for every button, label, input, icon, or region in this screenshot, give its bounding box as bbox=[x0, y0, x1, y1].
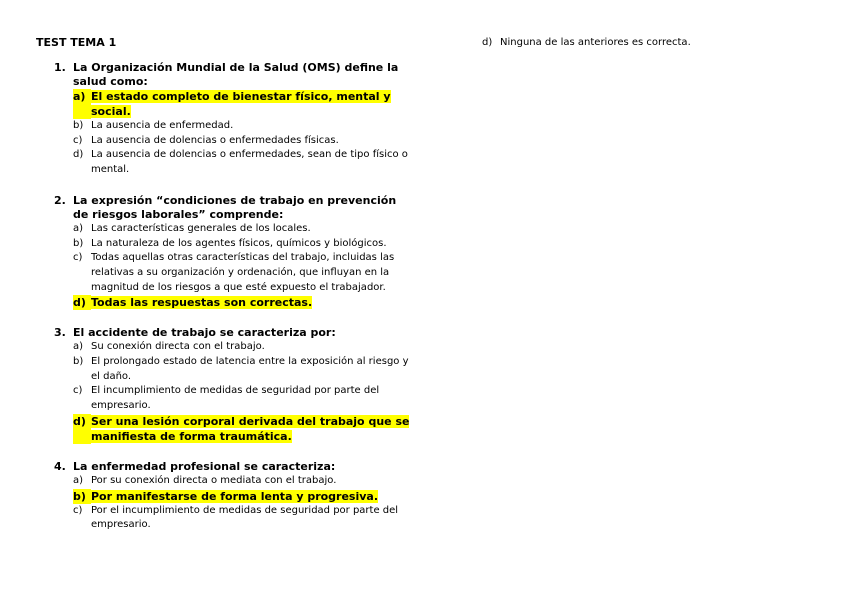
question-number: 4. bbox=[54, 459, 66, 473]
option-letter: b) bbox=[73, 237, 84, 249]
option-letter: a) bbox=[73, 222, 84, 234]
answer-option-b bbox=[73, 119, 414, 134]
option-letter: d) bbox=[73, 295, 91, 310]
question-number: 3. bbox=[54, 326, 66, 340]
option-text: Por el incumplimiento de medidas de seguridad por parte del empresario. bbox=[91, 504, 399, 531]
option-text: El estado completo de bienestar físico, mental y social. bbox=[91, 90, 391, 118]
answer-option-a bbox=[73, 89, 414, 119]
question-4 bbox=[54, 460, 414, 533]
question-number: 1. bbox=[54, 61, 66, 74]
option-text: Todas las respuestas son correctas. bbox=[91, 296, 313, 310]
option-letter: c) bbox=[73, 252, 83, 264]
page-title: TEST TEMA 1 bbox=[36, 36, 117, 49]
answer-option-c bbox=[73, 134, 414, 149]
option-text: La ausencia de dolencias o enfermedades físicas. bbox=[91, 134, 339, 146]
option-text: Las características generales de los locales. bbox=[91, 222, 311, 234]
option-text: Por manifestarse de forma lenta y progresiva. bbox=[91, 489, 379, 503]
option-text: La naturaleza de los agentes físicos, químicos y biológicos. bbox=[91, 237, 387, 249]
option-letter: d) bbox=[73, 149, 84, 161]
question-list bbox=[54, 61, 414, 549]
option-letter: d) bbox=[482, 37, 493, 48]
option-text: Ninguna de las anteriores es correcta. bbox=[500, 37, 691, 48]
option-text: El incumplimiento de medidas de seguridad por parte del empresario. bbox=[91, 385, 380, 412]
option-text: Todas aquellas otras características del trabajo, incluidas las relativas a su organización y ordenación, que influyan en la magnitud de los riesgos a que esté expuesto el trabajador. bbox=[91, 252, 395, 293]
answer-option-b bbox=[73, 489, 414, 504]
option-letter: d) bbox=[73, 414, 91, 444]
option-letter: b) bbox=[73, 356, 84, 368]
option-text: Ser una lesión corporal derivada del trabajo que se manifiesta de forma traumática. bbox=[91, 414, 410, 443]
option-letter: a) bbox=[73, 89, 91, 119]
answer-option-a bbox=[73, 474, 414, 489]
option-letter: a) bbox=[73, 474, 84, 486]
answer-option-d bbox=[482, 36, 812, 51]
answer-option-c bbox=[73, 384, 414, 413]
answer-option-d bbox=[73, 148, 414, 177]
answer-option-a bbox=[73, 340, 414, 355]
option-letter: a) bbox=[73, 341, 84, 353]
answer-option-d bbox=[73, 295, 414, 310]
option-letter: c) bbox=[73, 385, 83, 397]
option-text: Su conexión directa con el trabajo. bbox=[91, 341, 265, 353]
option-text: El prolongado estado de latencia entre la exposición al riesgo y el daño. bbox=[91, 356, 409, 382]
option-letter: b) bbox=[73, 489, 91, 504]
option-text: La ausencia de enfermedad. bbox=[91, 120, 234, 131]
option-letter: b) bbox=[73, 120, 84, 131]
answer-option-b bbox=[73, 355, 414, 384]
question-text: El accidente de trabajo se caracteriza por: bbox=[73, 326, 336, 340]
option-letter: c) bbox=[73, 134, 83, 146]
question-2 bbox=[54, 194, 414, 311]
question-3 bbox=[54, 326, 414, 444]
option-letter: c) bbox=[73, 504, 83, 516]
answer-option-c bbox=[73, 251, 414, 295]
question-text: La Organización Mundial de la Salud (OMS) define la salud como: bbox=[73, 61, 399, 88]
answer-option-c bbox=[73, 504, 414, 533]
question-1 bbox=[54, 61, 414, 178]
question-4-continuation bbox=[482, 36, 812, 51]
question-text: La expresión “condiciones de trabajo en prevención de riesgos laborales” comprende: bbox=[73, 193, 397, 221]
answer-option-a bbox=[73, 222, 414, 237]
answer-option-d bbox=[73, 414, 414, 444]
option-text: La ausencia de dolencias o enfermedades, sean de tipo físico o mental. bbox=[91, 149, 408, 176]
answer-option-b bbox=[73, 237, 414, 252]
option-text: Por su conexión directa o mediata con el trabajo. bbox=[91, 474, 337, 486]
question-number: 2. bbox=[54, 193, 66, 207]
question-text: La enfermedad profesional se caracteriza: bbox=[73, 459, 336, 473]
